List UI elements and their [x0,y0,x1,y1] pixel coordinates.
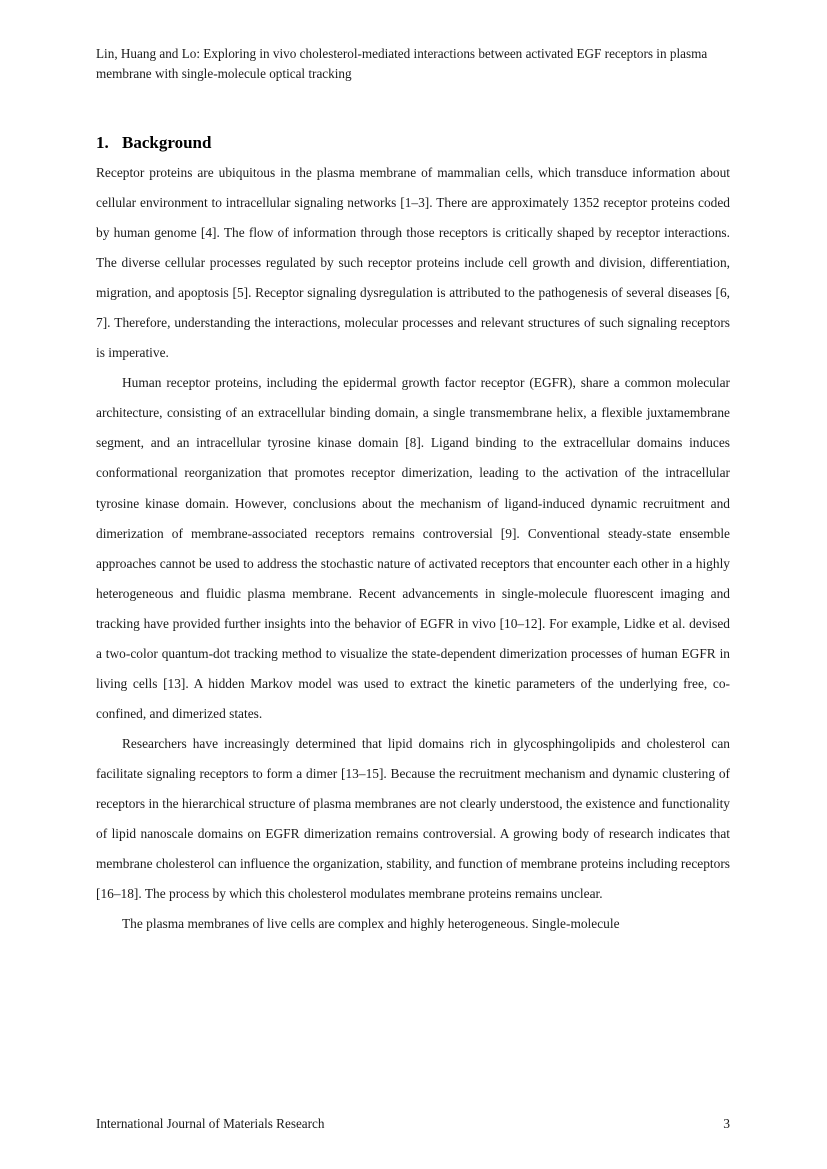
paragraph-3: Researchers have increasingly determined that lipid domains rich in glycosphingolipids and cholesterol can facilitate signaling receptors to form a dimer [13–15]. Because the recruitment mechanism and dynamic clustering of receptors in the hierarchical structure of plasma membranes are not clearly understood, the existence and functionality of lipid nanoscale domains on EGFR dimerization remains controversial. A growing body of research indicates that membrane cholesterol can influence the organization, stability, and function of membrane proteins including receptors [16–18]. The process by which this cholesterol modulates membrane proteins remains unclear. [96,735,730,902]
paragraph-1: Receptor proteins are ubiquitous in the plasma membrane of mammalian cells, which transduce information about cellular environment to intracellular signaling networks [1–3]. There are approximately 1352 receptor proteins coded by human genome [4]. The flow of information through those receptors is critically shaped by receptor interactions. The diverse cellular processes regulated by such receptor proteins include cell growth and division, differentiation, migration, and apoptosis [5]. Receptor signaling dysregulation is attributed to the pathogenesis of several diseases [6, 7]. Therefore, understanding the interactions, molecular processes and relevant structures of such signaling receptors is imperative. [96,165,730,361]
section-heading [96,132,730,154]
paragraph-4: The plasma membranes of live cells are complex and highly heterogeneous. Single-molecule [122,916,620,932]
page-footer [96,1116,730,1132]
footer-page-number: 3 [723,1116,730,1131]
paragraph-2: Human receptor proteins, including the epidermal growth factor receptor (EGFR), share a common molecular architecture, consisting of an extracellular binding domain, a single transmembrane helix, a flexible juxtamembrane segment, and an intracellular tyrosine kinase domain [8]. Ligand binding to the extracellular domains induces conformational reorganization that promotes receptor dimerization, leading to the activation of the intracellular tyrosine kinase domain. However, conclusions about the mechanism of ligand-induced dynamic recruitment and dimerization of membrane-associated receptors remains controversial [9]. Conventional steady-state ensemble approaches cannot be used to address the stochastic nature of activated receptors that encounter each other in a highly heterogeneous and fluidic plasma membrane. Recent advancements in single-molecule fluorescent imaging and tracking have provided further insights into the behavior of EGFR in vivo [10–12]. For example, Lidke et al. devised a two-color quantum-dot tracking method to visualize the state-dependent dimerization processes of human EGFR in living cells [13]. A hidden Markov model was used to extract the kinetic parameters of the underlying free, co-confined, and dimerized states. [96,375,730,721]
running-header: Lin, Huang and Lo: Exploring in vivo cholesterol-mediated interactions between activated EGF receptors in plasma membrane with single-molecule optical tracking [96,46,708,81]
section-title: Background [122,133,212,153]
body-text [96,158,730,939]
footer-journal-name: International Journal of Materials Research [96,1116,325,1131]
section-number: 1. [96,133,109,153]
